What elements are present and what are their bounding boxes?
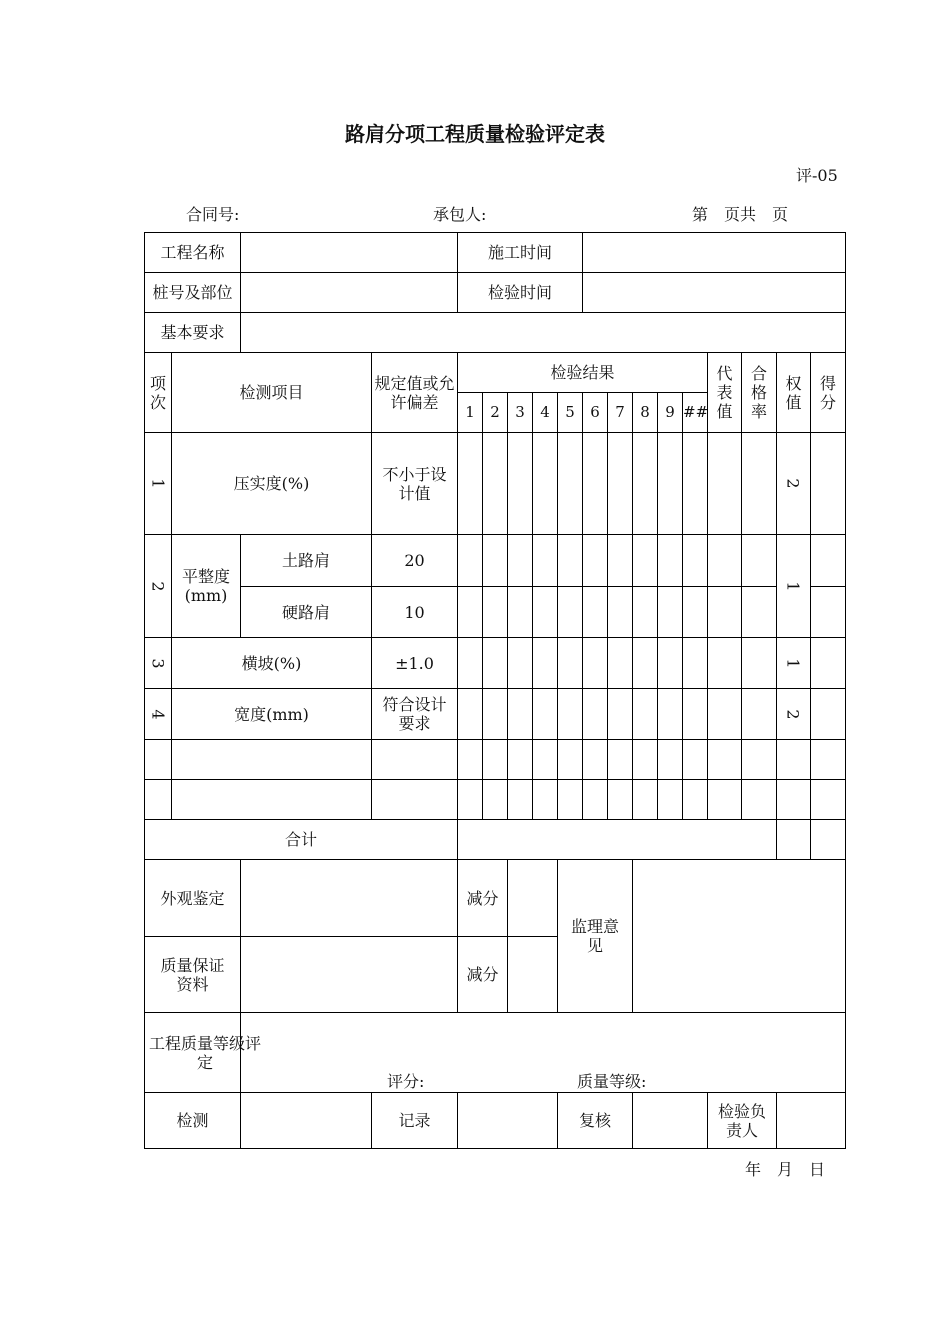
- deduct-label: 减分: [458, 860, 508, 937]
- col-results: 检验结果: [458, 353, 708, 393]
- deduct-value[interactable]: [508, 860, 558, 937]
- col-weight: 权值: [777, 353, 811, 433]
- result-col-num: 6: [583, 393, 608, 433]
- supervisor-value[interactable]: [633, 860, 846, 1013]
- row-weight: 2: [777, 433, 811, 535]
- quality-docs-value[interactable]: [241, 937, 458, 1013]
- row-spec: 10: [372, 587, 458, 638]
- result-col-num: 5: [558, 393, 583, 433]
- grade-label: 质量等级:: [577, 1072, 647, 1091]
- chief-label: 检验负责人: [708, 1093, 777, 1149]
- date-label: 年 月 日: [745, 1160, 826, 1179]
- contractor-label: 承包人:: [433, 205, 487, 224]
- inspection-time-label: 检验时间: [458, 273, 583, 313]
- row-item: 压实度(%): [172, 433, 372, 535]
- chief-value[interactable]: [777, 1093, 846, 1149]
- result-col-num: 7: [608, 393, 633, 433]
- row-item: 宽度(mm): [172, 689, 372, 740]
- page-label: 第 页共 页: [692, 205, 789, 224]
- station-value[interactable]: [241, 273, 458, 313]
- form-code: 评-05: [796, 166, 838, 185]
- review-label: 复核: [558, 1093, 633, 1149]
- row-no: 3: [145, 638, 172, 689]
- inspect-value[interactable]: [241, 1093, 372, 1149]
- col-item: 检测项目: [172, 353, 372, 433]
- row-weight: 1: [777, 535, 811, 638]
- row-weight: 1: [777, 638, 811, 689]
- result-col-num: 8: [633, 393, 658, 433]
- row-no: 2: [145, 535, 172, 638]
- result-col-num: 9: [658, 393, 683, 433]
- supervisor-label: 监理意见: [558, 860, 633, 1013]
- row-weight: 2: [777, 689, 811, 740]
- row-spec: 符合设计要求: [372, 689, 458, 740]
- col-pass-rate: 合格率: [742, 353, 777, 433]
- row-item: 平整度(mm): [172, 535, 241, 638]
- col-representative: 代表值: [708, 353, 742, 433]
- col-score: 得分: [811, 353, 846, 433]
- record-label: 记录: [372, 1093, 458, 1149]
- deduct-value[interactable]: [508, 937, 558, 1013]
- score-label: 评分:: [387, 1072, 425, 1091]
- total-value[interactable]: [458, 820, 777, 860]
- result-col-num: ##: [683, 393, 708, 433]
- deduct-label: 减分: [458, 937, 508, 1013]
- inspection-time-value[interactable]: [583, 273, 846, 313]
- row-item: 横坡(%): [172, 638, 372, 689]
- project-name-label: 工程名称: [145, 233, 241, 273]
- row-spec: ±1.0: [372, 638, 458, 689]
- quality-docs-label: 质量保证资料: [145, 937, 241, 1013]
- result-col-num: 2: [483, 393, 508, 433]
- basic-req-label: 基本要求: [145, 313, 241, 353]
- record-value[interactable]: [458, 1093, 558, 1149]
- grade-eval-value[interactable]: [241, 1013, 846, 1093]
- grade-eval-label: 工程质量等级评定: [145, 1013, 241, 1093]
- construction-time-label: 施工时间: [458, 233, 583, 273]
- result-col-num: 3: [508, 393, 533, 433]
- page-title: 路肩分项工程质量检验评定表: [345, 122, 605, 146]
- project-name-value[interactable]: [241, 233, 458, 273]
- row-spec: 20: [372, 535, 458, 587]
- basic-req-value[interactable]: [241, 313, 846, 353]
- station-label: 桩号及部位: [145, 273, 241, 313]
- col-spec: 规定值或允许偏差: [372, 353, 458, 433]
- row-no: 1: [145, 433, 172, 535]
- appearance-label: 外观鉴定: [145, 860, 241, 937]
- result-col-num: 1: [458, 393, 483, 433]
- row-no: 4: [145, 689, 172, 740]
- construction-time-value[interactable]: [583, 233, 846, 273]
- review-value[interactable]: [633, 1093, 708, 1149]
- col-item-no: 项次: [145, 353, 172, 433]
- total-label: 合计: [145, 820, 458, 860]
- appearance-value[interactable]: [241, 860, 458, 937]
- row-subitem: 土路肩: [241, 535, 372, 587]
- inspect-label: 检测: [145, 1093, 241, 1149]
- contract-label: 合同号:: [186, 205, 240, 224]
- inspection-table: [144, 232, 846, 1149]
- row-subitem: 硬路肩: [241, 587, 372, 638]
- result-col-num: 4: [533, 393, 558, 433]
- row-spec: 不小于设计值: [372, 433, 458, 535]
